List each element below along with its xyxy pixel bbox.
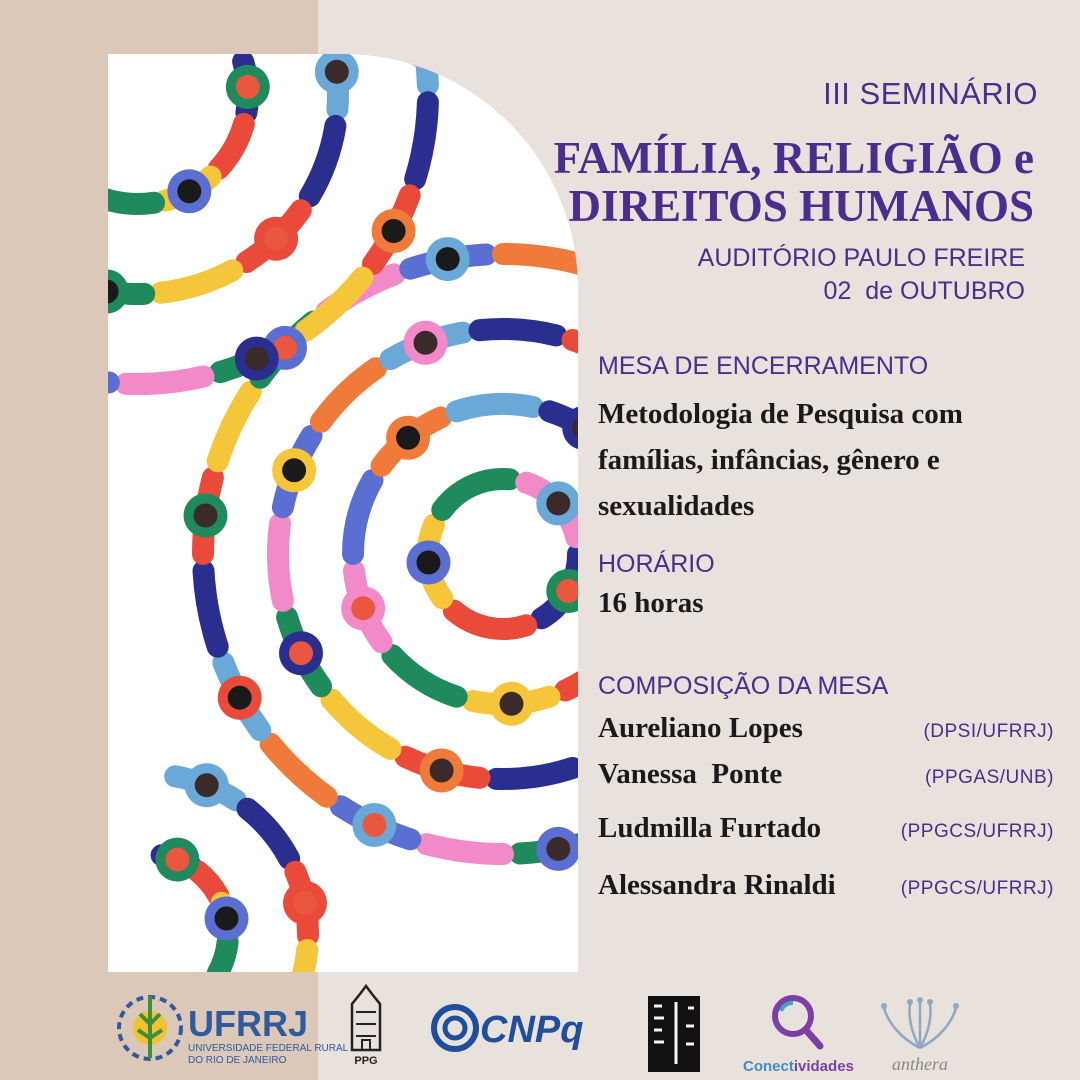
person-arm-segment bbox=[415, 54, 428, 85]
panel-member bbox=[598, 712, 1054, 745]
cnpq-logo bbox=[434, 1007, 583, 1051]
member-affiliation: (PPGCS/UFRRJ) bbox=[900, 821, 1054, 842]
person-arm-segment bbox=[218, 942, 228, 972]
person-head bbox=[215, 907, 239, 931]
closing-title-line-2: famílias, infâncias, gênero e bbox=[598, 444, 940, 476]
person-head bbox=[236, 75, 260, 99]
person-arm-segment bbox=[353, 480, 373, 554]
person-arm-segment bbox=[198, 871, 219, 896]
person-arm-segment bbox=[415, 102, 428, 179]
person-arm-segment bbox=[108, 364, 109, 382]
conectividades-logo bbox=[743, 998, 854, 1075]
person-head bbox=[264, 227, 288, 251]
person-arm-segment bbox=[457, 404, 533, 411]
person-head bbox=[436, 247, 460, 271]
anthera-logo bbox=[881, 997, 959, 1074]
person-arm-segment bbox=[219, 124, 244, 169]
ufrrj-logo bbox=[119, 996, 349, 1066]
person-arm-segment bbox=[126, 377, 204, 385]
schedule-label: HORÁRIO bbox=[598, 550, 715, 578]
person-arm-segment bbox=[442, 479, 509, 510]
closing-panel-title bbox=[598, 391, 1038, 529]
person-head bbox=[351, 596, 375, 620]
illustration-svg bbox=[108, 54, 578, 972]
person-arm-segment bbox=[108, 198, 154, 204]
member-affiliation: (PPGAS/UNB) bbox=[924, 767, 1054, 788]
ufrrj-acronym: UFRRJ bbox=[188, 1003, 309, 1044]
person-arm-segment bbox=[454, 611, 526, 629]
person-head bbox=[228, 686, 252, 710]
person-head bbox=[325, 60, 349, 84]
person-head bbox=[177, 179, 201, 203]
person-arm-segment bbox=[204, 571, 218, 647]
person-head bbox=[546, 837, 570, 861]
person-arm-segment bbox=[278, 524, 283, 601]
person-arm-segment bbox=[310, 126, 336, 196]
person-head bbox=[412, 54, 436, 58]
person-body bbox=[402, 54, 446, 68]
person-head bbox=[289, 641, 313, 665]
person-arm-segment bbox=[480, 329, 557, 335]
person-head bbox=[195, 773, 219, 797]
person-head bbox=[396, 426, 420, 450]
person-arm-segment bbox=[392, 655, 456, 696]
person-arm-segment bbox=[503, 254, 578, 264]
member-name: Ludmilla Furtado bbox=[598, 812, 822, 844]
venue: AUDITÓRIO PAULO FREIRE bbox=[697, 244, 1025, 272]
person-arm-segment bbox=[321, 368, 376, 422]
closing-title-line-3: sexualidades bbox=[598, 490, 755, 522]
event-title bbox=[554, 134, 1034, 230]
ppg-label: PPG bbox=[354, 1055, 378, 1067]
member-name: Alessandra Rinaldi bbox=[598, 869, 836, 901]
person-arm-segment bbox=[427, 844, 503, 854]
person-arm-segment bbox=[496, 768, 572, 779]
person-arm-segment bbox=[271, 744, 327, 797]
sponsor-logos bbox=[0, 978, 1080, 1080]
flower-icon bbox=[884, 1002, 956, 1048]
ppg-logo bbox=[352, 986, 380, 1067]
conectividades-label: Conectividades bbox=[743, 1058, 854, 1075]
person-arm-segment bbox=[573, 340, 579, 376]
person-head bbox=[546, 491, 570, 515]
people-spiral-illustration bbox=[108, 54, 578, 972]
anthera-label: anthera bbox=[892, 1054, 948, 1074]
venue-date-block bbox=[698, 242, 1025, 308]
cnpq-label: CNPq bbox=[480, 1009, 584, 1051]
person-head bbox=[293, 891, 317, 915]
person-head bbox=[382, 219, 406, 243]
member-affiliation: (DPSI/UFRRJ) bbox=[923, 721, 1054, 742]
cnpq-emblem-icon bbox=[434, 1007, 476, 1049]
person-arm-segment bbox=[161, 270, 233, 292]
closing-panel-label: MESA DE ENCERRAMENTO bbox=[598, 352, 929, 380]
panel-member bbox=[598, 758, 1054, 791]
event-title-line-1: FAMÍLIA, RELIGIÃO e bbox=[553, 133, 1034, 183]
person-head bbox=[282, 458, 306, 482]
person-head bbox=[245, 347, 269, 371]
ufrrj-name-line-1: UNIVERSIDADE FEDERAL RURAL bbox=[188, 1043, 349, 1054]
person-arm-segment bbox=[248, 809, 290, 859]
person-head bbox=[165, 848, 189, 872]
panel-member bbox=[598, 812, 1054, 845]
member-name: Aureliano Lopes bbox=[598, 712, 803, 744]
person-head bbox=[362, 813, 386, 837]
seminar-label: III SEMINÁRIO bbox=[823, 76, 1038, 111]
person-arm-segment bbox=[565, 642, 578, 690]
panel-members-label: COMPOSIÇÃO DA MESA bbox=[598, 672, 889, 700]
schedule-time: 16 horas bbox=[598, 587, 704, 619]
member-name: Vanessa Ponte bbox=[598, 758, 783, 790]
black-emblem-logo bbox=[648, 996, 700, 1072]
event-title-line-2: DIREITOS HUMANOS bbox=[568, 181, 1034, 231]
ufrrj-name-line-2: DO RIO DE JANEIRO bbox=[188, 1055, 287, 1066]
date: 02 de OUTUBRO bbox=[823, 277, 1025, 305]
person-head bbox=[500, 692, 524, 716]
person-head bbox=[417, 551, 441, 575]
person-arm-segment bbox=[288, 950, 308, 972]
person-head bbox=[414, 331, 438, 355]
member-affiliation: (PPGCS/UFRRJ) bbox=[900, 878, 1054, 899]
person-arm-segment bbox=[332, 700, 391, 749]
person-head bbox=[194, 504, 218, 528]
panel-member bbox=[598, 869, 1054, 902]
person-head bbox=[430, 759, 454, 783]
closing-title-line-1: Metodologia de Pesquisa com bbox=[598, 398, 963, 430]
person-arm-segment bbox=[218, 392, 251, 462]
